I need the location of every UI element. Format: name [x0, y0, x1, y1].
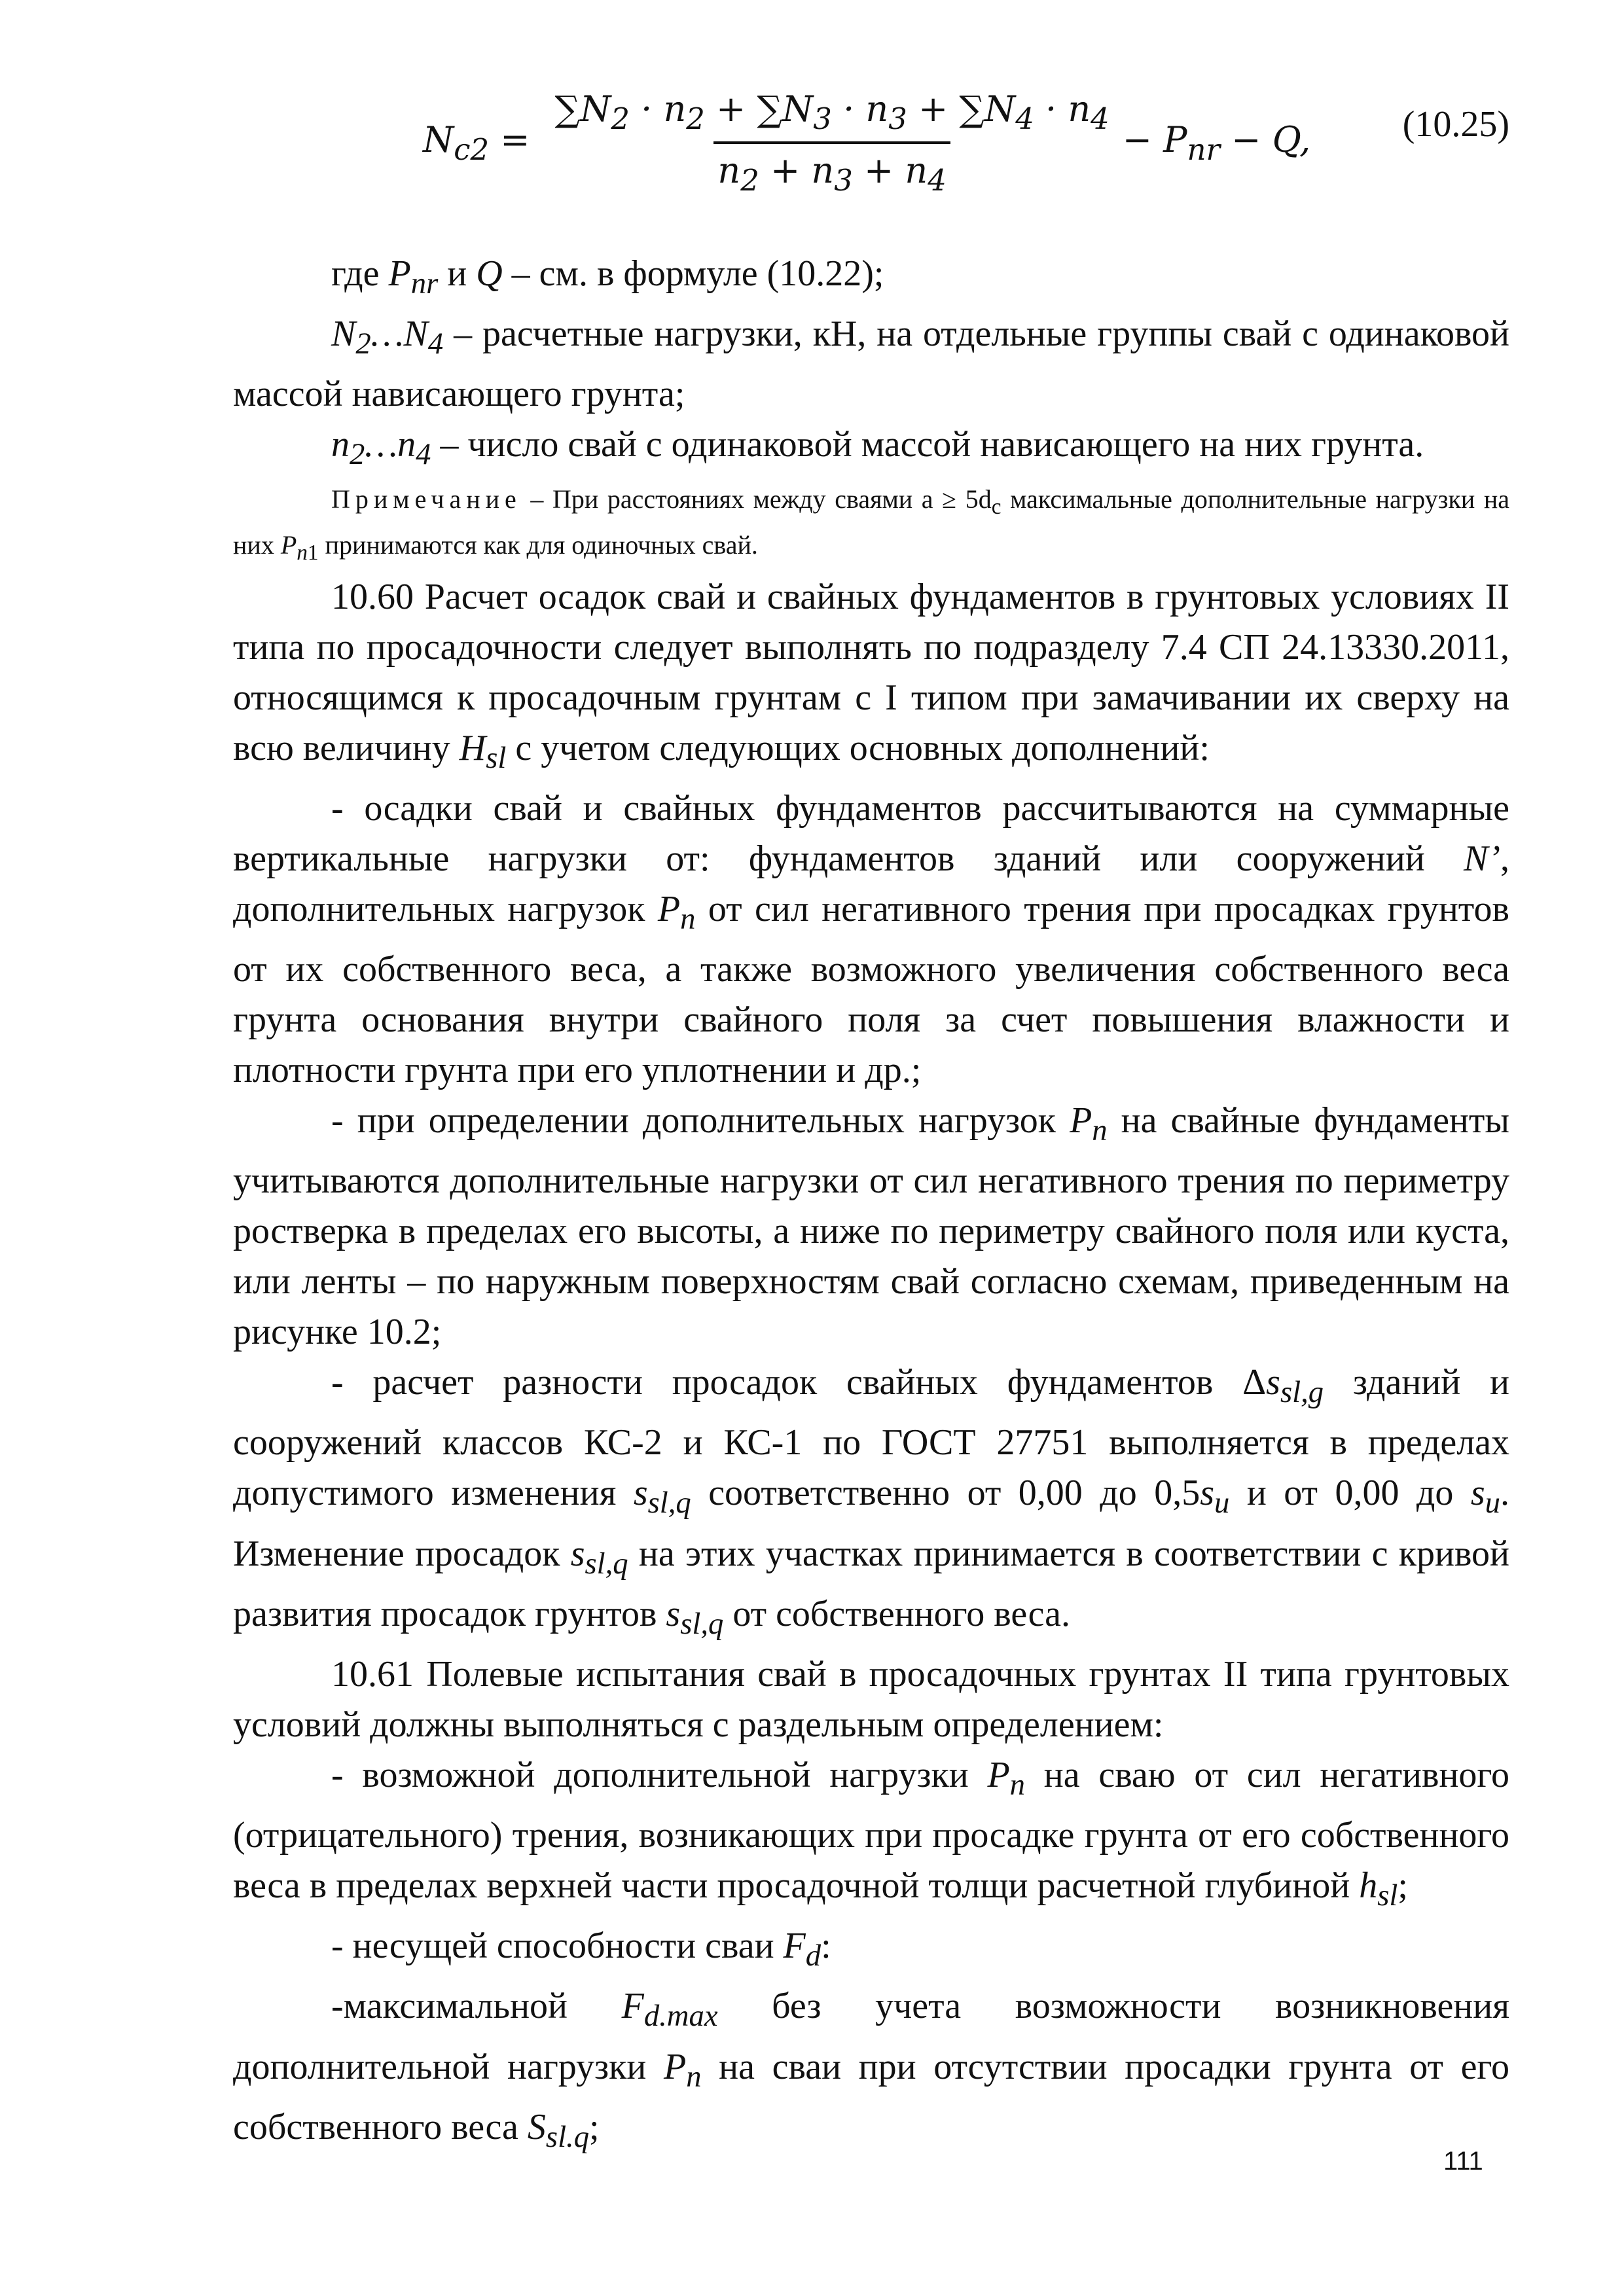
equation [423, 88, 1311, 198]
formula-10-25 [233, 88, 1509, 209]
definition-2: $N_2\dots N_4$ – расчетные нагрузки, кН, на отдельные группы свай с одинаковой массой нависающего грунта; [233, 314, 1509, 415]
note-text: – При расстояниях между сваями $a \ge 5d_c$ максимальные дополнительные нагрузки на них $P_{n1}$ принимаются как для одиночных свай. [233, 484, 1510, 565]
paragraph-bearing-capacity: - несущей способности сваи $F_d$: [331, 1926, 831, 1973]
equation-tail: − $P_{nr} - Q$, [1122, 118, 1311, 167]
paragraph-settlement-difference: - расчет разности просадок свайных фундаментов $\Delta s_{sl,g}$ зданий и сооружений классов КС-2 и КС-1 по ГОСТ 27751 выполняется в пределах допустимого изменения $s_{sl,q}$ соответственно от 0,00 до $0,5s_u$ и от 0,00 до $s_u$. Изменение просадок $s_{sl,q}$ на этих участках принимается в соответствии с кривой развития просадок грунтов $s_{sl,q}$ от собственного веса. [233, 1362, 1509, 1641]
definition-3: $n_2\dots n_4$ – число свай с одинаковой массой нависающего на них грунта. [331, 424, 1424, 472]
document-page [233, 88, 1510, 2162]
note [233, 480, 1509, 572]
paragraph-additional-loads: - при определении дополнительных нагрузок $P_n$ на свайные фундаменты учитываются дополнительные нагрузки от сил негативного трения по периметру ростверка в пределах его высоты, а ниже по периметру свайного поля или куста, или ленты – по наружным поверхностям свай согласно схемам, приведенным на рисунке 10.2; [233, 1100, 1509, 1353]
paragraph-settlement-loads: - осадки свай и свайных фундаментов рассчитываются на суммарные вертикальные нагрузки от: фундаментов зданий или сооружений N’, дополнительных нагрузок $P_n$ от сил негативного трения при просадках грунтов от их собственного веса, а также возможного увеличения собственного веса грунта основания внутри свайного поля за счет повышения влажности и плотности грунта при его уплотнении и др.; [233, 787, 1509, 1090]
definition-1: где $P_{nr}$ и Q – см. в формуле (10.22); [331, 253, 884, 301]
equation-denominator: $n_2 + n_3 + n_4$ [713, 141, 950, 195]
page-number: 111 [1443, 2147, 1483, 2176]
equation-number: (10.25) [1402, 104, 1509, 145]
equation-fraction [551, 88, 1113, 198]
paragraph-max-capacity: -максимальной $F_{d.max}$ без учета возможности возникновения дополнительной нагрузки $P_n$ на сваи при отсутствии просадки грунта от его собственного веса $S_{sl.q}$; [233, 1986, 1510, 2154]
equation-numerator: $\sum N_2 \cdot n_2 + \sum N_3 \cdot n_3 + \sum N_4 \cdot n_4$ [554, 88, 1110, 136]
equation-lhs: $N_{c2}$ = [423, 118, 530, 167]
paragraph-negative-friction: - возможной дополнительной нагрузки $P_n$ на сваю от сил негативного (отрицательного) трения, возникающих при просадке грунта от его собственного веса в пределах верхней части просадочной толщи расчетной глубиной $h_{sl}$; [233, 1754, 1509, 1913]
note-label: Примечание [331, 484, 522, 514]
paragraph-10-61: 10.61 Полевые испытания свай в просадочных грунтах II типа грунтовых условий должны выполняться с раздельным определением: [233, 1653, 1509, 1745]
paragraph-10-60: 10.60 Расчет осадок свай и свайных фундаментов в грунтовых условиях II типа по просадочности следует выполнять по подразделу 7.4 СП 24.13330.2011, относящимся к просадочным грунтам с I типом при замачивании их сверху на всю величину $H_{sl}$ с учетом следующих основных дополнений: [233, 576, 1509, 775]
